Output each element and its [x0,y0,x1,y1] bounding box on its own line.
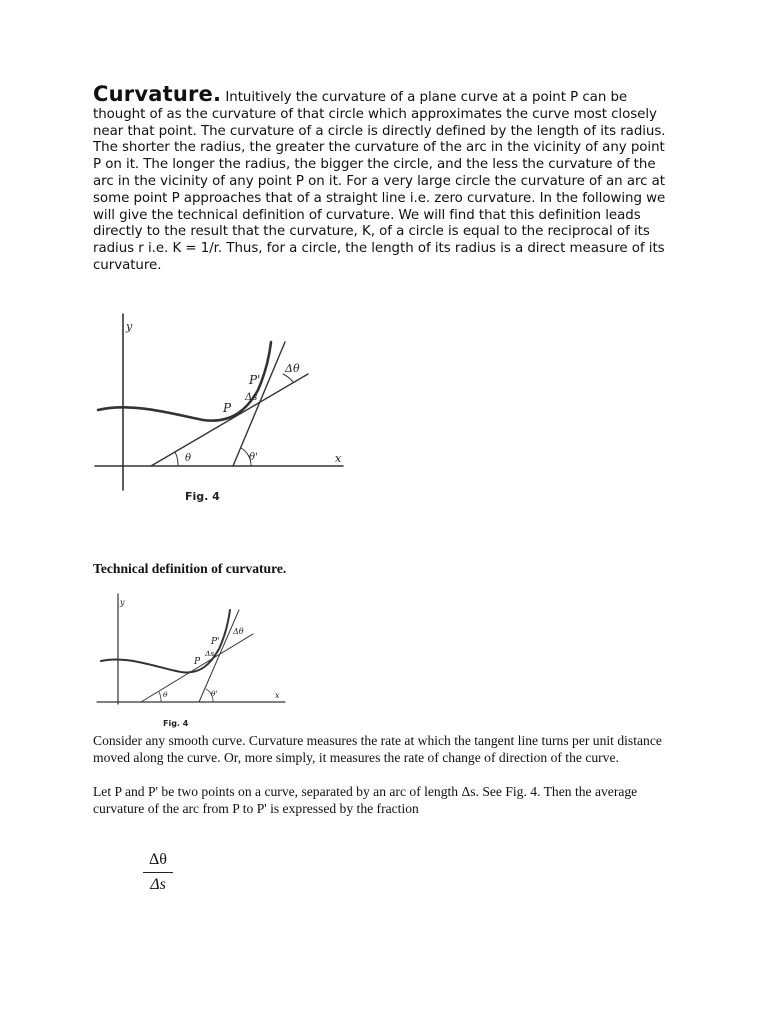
delta-s-label: Δs [205,649,215,658]
point-p-label: P [223,401,232,415]
tangent-line-p [141,634,253,702]
intro-paragraph [93,82,673,275]
delta-theta-label: Δθ [285,362,300,375]
y-axis-label: y [120,598,125,607]
tangent-line-p-prime [233,342,285,466]
delta-theta-arc [283,374,293,382]
theta-prime-label: θ' [249,452,258,463]
delta-theta-over-delta-s-fraction [143,850,173,895]
figure-4-small [93,588,293,730]
theta-arc [159,692,161,702]
theta-label: θ [163,690,168,699]
section-heading: Technical definition of curvature. [93,561,287,576]
theta-prime-label: θ' [211,689,218,698]
figure-caption: Fig. 4 [185,490,220,503]
fraction-denominator: Δs [150,876,166,893]
point-p-prime-label: P' [249,373,261,387]
point-p-label: P [194,657,201,667]
x-axis-label: x [335,452,342,465]
figure-caption: Fig. 4 [163,719,189,728]
delta-s-label: Δs [245,392,258,403]
fraction-numerator: Δθ [143,850,173,873]
curvature-heading: Curvature. [93,82,222,106]
theta-arc [175,452,178,466]
theta-label: θ [185,453,192,464]
curve [98,342,271,421]
paragraph-let-p: Let P and P' be two points on a curve, separated by an arc of length Δs. See Fig. 4. Then the average curvature of the arc from P to P' is expressed by the fraction [93,784,638,816]
x-axis-label: x [275,691,280,700]
paragraph-consider: Consider any smooth curve. Curvature measures the rate at which the tangent line turns per unit distance moved along the curve. Or, more simply, it measures the rate of change of direction of the curve. [93,733,662,765]
figure-4-large [93,304,363,510]
y-axis-label: y [126,320,133,333]
intro-body: Intuitively the curvature of a plane curve at a point P can be thought of as the curvature of that circle which approximates the curve most closely near that point. The curvature of a circle is directly defined by the length of its radius. The shorter the radius, the greater the curvature of the arc in the vicinity of any point P on it. The longer the radius, the bigger the circle, and the less the curvature of the arc in the vicinity of any point P on it. For a very large circle the curvature of an arc at some point P approaches that of a straight line i.e. zero curvature. In the following we will give the technical definition of curvature. We will find that this definition leads directly to the result that the curvature, K, of a circle is equal to the reciprocal of its radius r i.e. K = 1/r. Thus, for a circle, the length of its radius is a direct measure of its curvature. [93,90,666,273]
point-p-prime-label: P' [211,637,220,647]
delta-theta-label: Δθ [233,627,244,636]
